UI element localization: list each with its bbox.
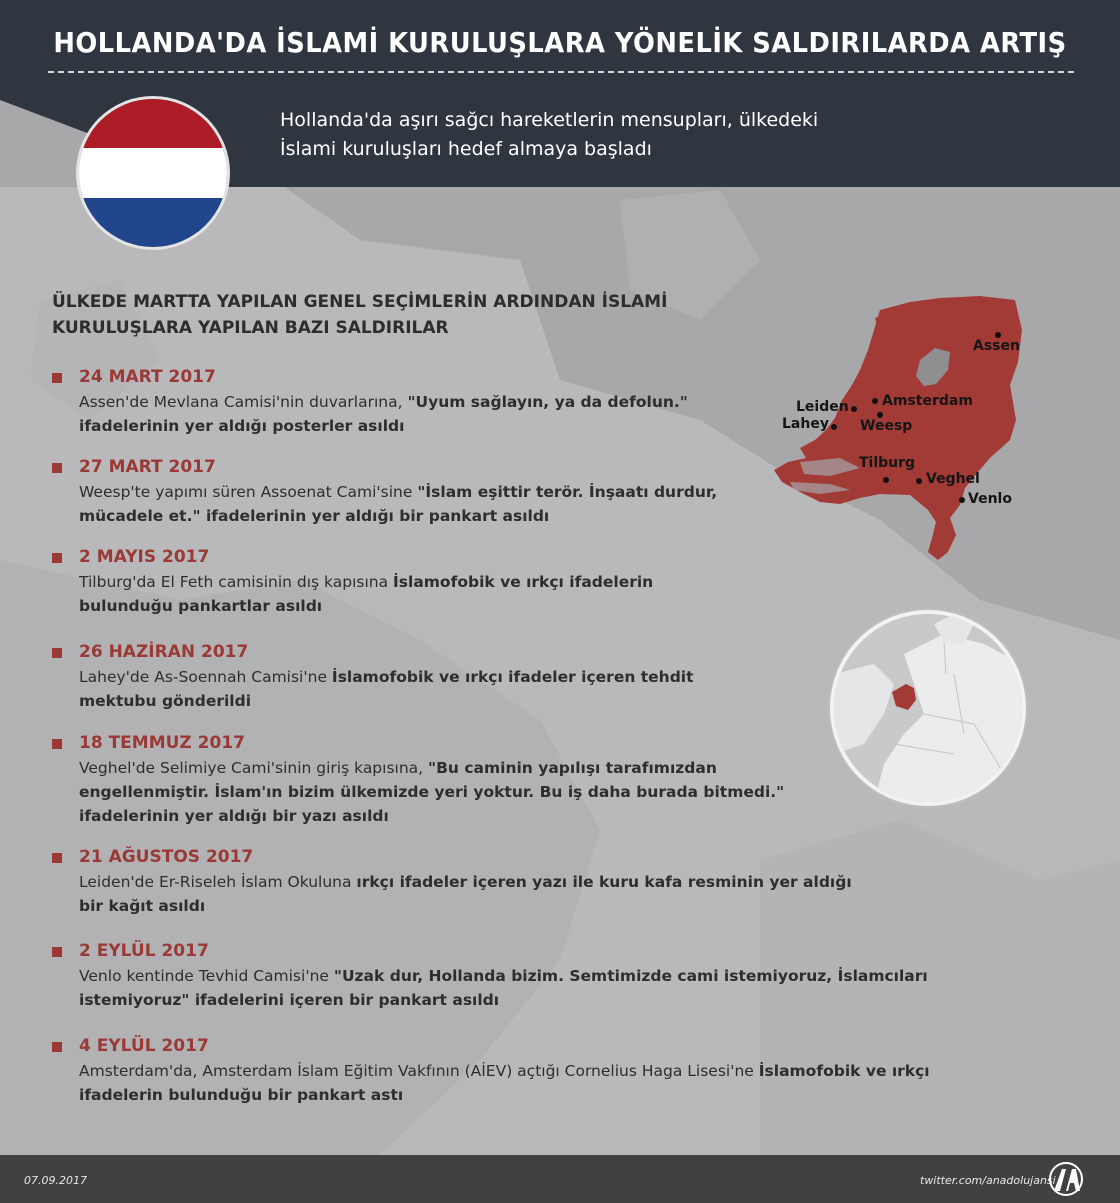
- bullet-icon: [52, 947, 62, 957]
- event-text-plain: Veghel'de Selimiye Cami'sinin giriş kapısına,: [79, 759, 429, 777]
- netherlands-flag-icon: [79, 99, 227, 247]
- page-title: HOLLANDA'DA İSLAMİ KURULUŞLARA YÖNELİK SALDIRILARDA ARTIŞ: [53, 26, 1067, 59]
- tilburg-dot: [883, 477, 889, 483]
- event-text-line-3: ifadelerinin yer aldığı bir yazı asıldı: [79, 807, 389, 825]
- event-date: 4 EYLÜL 2017: [79, 1036, 209, 1056]
- subtitle-line-2: İslami kuruluşları hedef almaya başladı: [280, 138, 652, 160]
- city-label-weesp: Weesp: [860, 418, 913, 434]
- event-text: [79, 870, 979, 918]
- event-text-bold: İslamofobik ve ırkçı ifadeler içeren tehdit: [331, 668, 694, 686]
- city-label-venlo: Venlo: [968, 491, 1012, 507]
- event-text: [79, 1059, 979, 1107]
- title-divider: [48, 71, 1074, 73]
- event-text-plain: Assen'de Mevlana Camisi'nin duvarlarına,: [79, 393, 408, 411]
- aa-logo-icon: [1046, 1161, 1086, 1197]
- section-heading-line-1: ÜLKEDE MARTTA YAPILAN GENEL SEÇİMLERİN ARDINDAN İSLAMİ: [52, 292, 668, 312]
- section-heading: [52, 289, 672, 341]
- city-label-leiden: Leiden: [796, 399, 849, 415]
- event-text-bold: "Uyum sağlayın, ya da defolun.": [407, 393, 688, 411]
- event-date: 18 TEMMUZ 2017: [79, 733, 245, 753]
- venlo-dot: [959, 497, 965, 503]
- event-date: 27 MART 2017: [79, 457, 216, 477]
- city-label-tilburg: Tilburg: [859, 455, 916, 471]
- bullet-icon: [52, 373, 62, 383]
- city-label-amsterdam: Amsterdam: [882, 393, 973, 409]
- event-text-bold: "Bu caminin yapılışı tarafımızdan: [428, 759, 717, 777]
- event-text-line-2: ifadelerinin yer aldığı posterler asıldı: [79, 417, 405, 435]
- subtitle: [280, 106, 920, 164]
- globe-locator-icon: [830, 610, 1026, 806]
- bullet-icon: [52, 739, 62, 749]
- lahey-dot: [831, 424, 837, 430]
- event-text-plain: Amsterdam'da, Amsterdam İslam Eğitim Vakfının (AİEV) açtığı Cornelius Haga Lisesi'ne: [79, 1062, 759, 1080]
- locator-map: [834, 614, 1022, 802]
- event-text: [79, 756, 979, 828]
- event-text-line-2: mektubu gönderildi: [79, 692, 252, 710]
- event-text: [79, 964, 979, 1012]
- footer-date: 07.09.2017: [24, 1174, 87, 1187]
- event-text-bold: "İslam eşittir terör. İnşaatı durdur,: [417, 483, 718, 501]
- footer-twitter: twitter.com/anadolujansi: [920, 1174, 1056, 1187]
- event-date: 21 AĞUSTOS 2017: [79, 847, 254, 867]
- event-text: [79, 570, 979, 618]
- bullet-icon: [52, 463, 62, 473]
- event-text-bold: ırkçı ifadeler içeren yazı ile kuru kafa resminin yer aldığı: [356, 873, 852, 891]
- event-date: 24 MART 2017: [79, 367, 216, 387]
- event-text-line-2: bir kağıt asıldı: [79, 897, 206, 915]
- bullet-icon: [52, 1042, 62, 1052]
- event-text-bold: "Uzak dur, Hollanda bizim. Semtimizde cami istemiyoruz, İslamcıları: [333, 967, 928, 985]
- amsterdam-dot: [872, 398, 878, 404]
- event-text-plain: Lahey'de As-Soennah Camisi'ne: [79, 668, 332, 686]
- bullet-icon: [52, 853, 62, 863]
- bullet-icon: [52, 553, 62, 563]
- event-text-plain: Weesp'te yapımı süren Assoenat Cami'sine: [79, 483, 418, 501]
- city-label-veghel: Veghel: [926, 471, 980, 487]
- bullet-icon: [52, 648, 62, 658]
- event-text-line-2: mücadele et." ifadelerinin yer aldığı bir pankart asıldı: [79, 507, 550, 525]
- event-date: 2 MAYIS 2017: [79, 547, 210, 567]
- event-text-plain: Venlo kentinde Tevhid Camisi'ne: [79, 967, 334, 985]
- veghel-dot: [916, 478, 922, 484]
- section-heading-line-2: KURULUŞLARA YAPILAN BAZI SALDIRILAR: [52, 318, 449, 338]
- subtitle-line-1: Hollanda'da aşırı sağcı hareketlerin mensupları, ülkedeki: [280, 109, 819, 131]
- event-text-bold: İslamofobik ve ırkçı ifadelerin: [393, 573, 654, 591]
- event-date: 2 EYLÜL 2017: [79, 941, 209, 961]
- footer: [0, 1155, 1120, 1203]
- event-text-plain: Leiden'de Er-Riseleh İslam Okuluna: [79, 873, 357, 891]
- city-label-lahey: Lahey: [782, 416, 829, 432]
- event-date: 26 HAZİRAN 2017: [79, 642, 249, 662]
- event-text-bold: İslamofobik ve ırkçı: [758, 1062, 930, 1080]
- city-label-assen: Assen: [973, 338, 1020, 354]
- event-text-line-2: bulunduğu pankartlar asıldı: [79, 597, 323, 615]
- event-text-line-2: ifadelerin bulunduğu bir pankart astı: [79, 1086, 404, 1104]
- leiden-dot: [851, 406, 857, 412]
- event-text-line-2: istemiyoruz" ifadelerini içeren bir pankart asıldı: [79, 991, 500, 1009]
- event-text-line-2: engellenmiştir. İslam'ın bizim ülkemizde yeri yoktur. Bu iş daha burada bitmedi.": [79, 783, 785, 801]
- event-text-plain: Tilburg'da El Feth camisinin dış kapısına: [79, 573, 394, 591]
